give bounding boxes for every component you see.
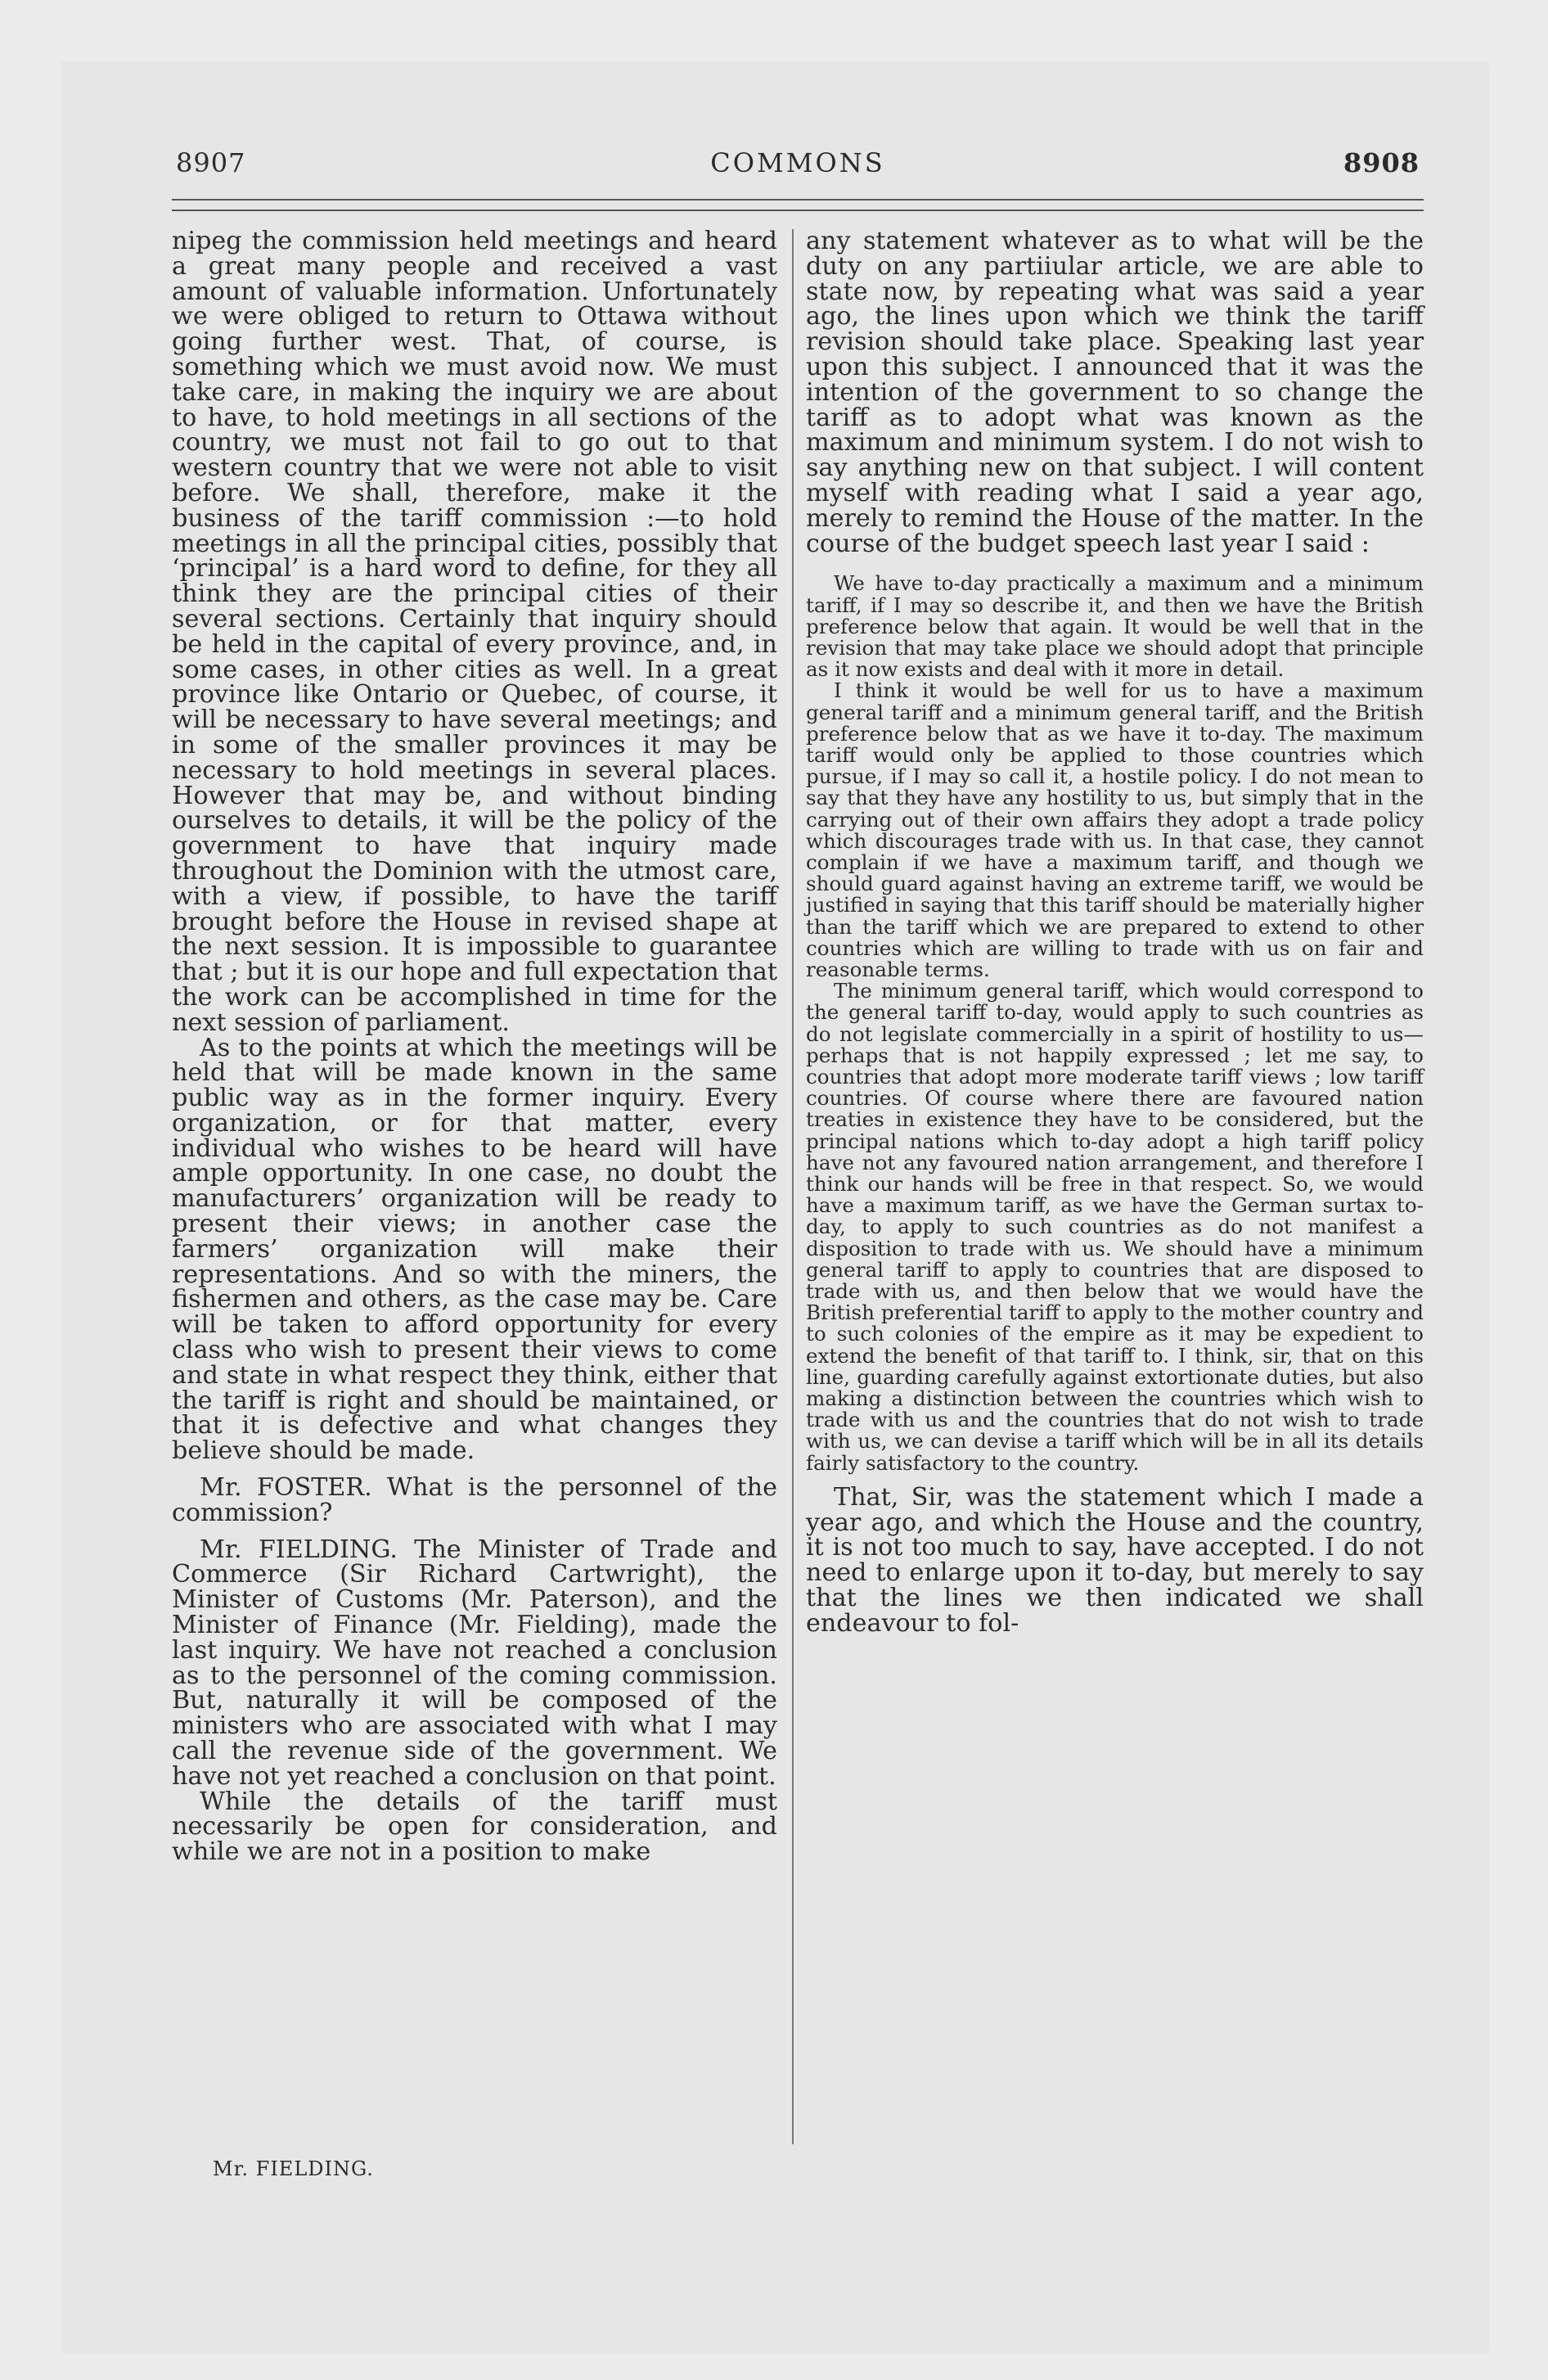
paragraph: nipeg the commission held meetings and heard a great many people and received a vast amount of valuable information. Unfortunately we were obliged to return to Ottawa without going further west. That, of course, is something which we must avoid now. We must take care, in making the inquiry we are about to have, to hold meetings in all sections of the country, we must not fail to go out to that western country that we were not able to visit before. We shall, therefore, make it the business of the tariff commission :—to hold meetings in all the principal cities, possibly that ‘principal’ is a hard word to define, for they all think they are the principal cities of their several sections. Certainly that inquiry should be held in the capital of every province, and, in some cases, in other cities as well. In a great province like Ontario or Quebec, of course, it will be necessary to have several meetings; and in some of the smaller provinces it may be necessary to hold meetings in several places. However that may be, and without binding ourselves to details, it will be the policy of the government to have that inquiry made throughout the Dominion with the utmost care, with a view, if possible, to have the tariff brought before the House in revised shape at the next session. It is impossible to guarantee that ; but it is our hope and full expectation that the work can be accomplished in time for the next session of parliament. bbox=[172, 227, 777, 1037]
quotation-block bbox=[806, 573, 1424, 1474]
column-divider bbox=[792, 229, 794, 2144]
paragraph: As to the points at which the meetings will be held that will be made known in the same public way as in the former inquiry. Every organization, or for that matter, every individual who wishes to be heard will have ample opportunity. In one case, no doubt the manufacturers’ organization will be ready to present their views; in another case the farmers’ organization will make their representations. And so with the miners, the fishermen and others, as the case may be. Care will be taken to afford opportunity for every class who wish to present their views to come and state in what respect they think, either that the tariff is right and should be maintained, or that it is defective and what changes they believe should be made. bbox=[172, 1033, 777, 1466]
page-number-right: 8908 bbox=[1343, 147, 1420, 178]
header-rule-bottom bbox=[172, 210, 1424, 211]
paragraph: While the details of the tariff must necessarily be open for consideration, and while we are not in a position to make bbox=[172, 1787, 777, 1867]
left-column bbox=[172, 229, 777, 1865]
footer-speaker: Mr. FIELDING. bbox=[213, 2157, 374, 2180]
quote-paragraph: I think it would be well for us to have a maximum general tariff and a minimum general tariff, and the British preference below that as we have it to-day. The maximum tariff would only be applied to those countries which pursue, if I may so call it, a hostile policy. I do not mean to say that they have any hostility to us, but simply that in the carrying out of their own affairs they adopt a trade policy which discourages trade with us. In that case, they cannot complain if we have a maximum tariff, and though we should guard against having an extreme tariff, we would be justified in saying that this tariff should be materially higher than the tariff which we are prepared to extend to other countries which are willing to trade with us on fair and reasonable terms. bbox=[806, 678, 1424, 982]
page-number-left: 8907 bbox=[176, 147, 246, 178]
right-column bbox=[806, 229, 1424, 1637]
header-rule-top bbox=[172, 199, 1424, 201]
quote-paragraph: We have to-day practically a maximum and a minimum tariff, if I may so describe it, and then we have the British preference below that again. It would be well that in the revision that may take place we should adopt that principle as it now exists and deal with it more in detail. bbox=[806, 571, 1424, 682]
speaker-paragraph: Mr. FIELDING. The Minister of Trade and Commerce (Sir Richard Cartwright), the Minister of Customs (Mr. Paterson), and the Minister of Finance (Mr. Fielding), made the last inquiry. We have not reached a conclusion as to the personnel of the coming commission. But, naturally it will be composed of the ministers who are associated with what I may call the revenue side of the government. We have not yet reached a conclusion on that point. bbox=[172, 1535, 777, 1791]
running-title: COMMONS bbox=[710, 147, 885, 178]
quote-paragraph: The minimum general tariff, which would correspond to the general tariff to-day, would apply to such countries as do not legislate commercially in a spirit of hostility to us—perhaps that is not happily expressed ; let me say, to countries that adopt more moderate tariff views ; low tariff countries. Of course where there are favoured nation treaties in existence they have to be considered, but the principal nations which to-day adopt a high tariff policy have not any favoured nation arrangement, and therefore I think our hands will be free in that respect. So, we would have a maximum tariff, as we have the German surtax to-day, to apply to such countries as do not manifest a disposition to trade with us. We should have a minimum general tariff to apply to countries that are disposed to trade with us, and then below that we would have the British preferential tariff to apply to the mother country and to such colonies of the empire as it may be expedient to extend the benefit of that tariff to. I think, sir, that on this line, guarding carefully against extortionate duties, but also making a distinction between the countries which wish to trade with us and the countries that do not wish to trade with us, we can devise a tariff which will be in all its details fairly satisfactory to the country. bbox=[806, 979, 1424, 1475]
page-header bbox=[176, 147, 1420, 188]
speaker-paragraph: Mr. FOSTER. What is the personnel of the commission? bbox=[172, 1473, 777, 1527]
paragraph: any statement whatever as to what will be the duty on any partiiular article, we are able to state now, by repeating what was said a year ago, the lines upon which we think the tariff revision should take place. Speaking last year upon this subject. I announced that it was the intention of the government to so change the tariff as to adopt what was known as the maximum and minimum system. I do not wish to say anything new on that subject. I will content myself with reading what I said a year ago, merely to remind the House of the matter. In the course of the budget speech last year I said : bbox=[806, 227, 1424, 558]
paragraph: That, Sir, was the statement which I made a year ago, and which the House and the country, it is not too much to say, have accepted. I do not need to enlarge upon it to-day, but merely to say that the lines we then indicated we shall endeavour to fol- bbox=[806, 1482, 1424, 1638]
